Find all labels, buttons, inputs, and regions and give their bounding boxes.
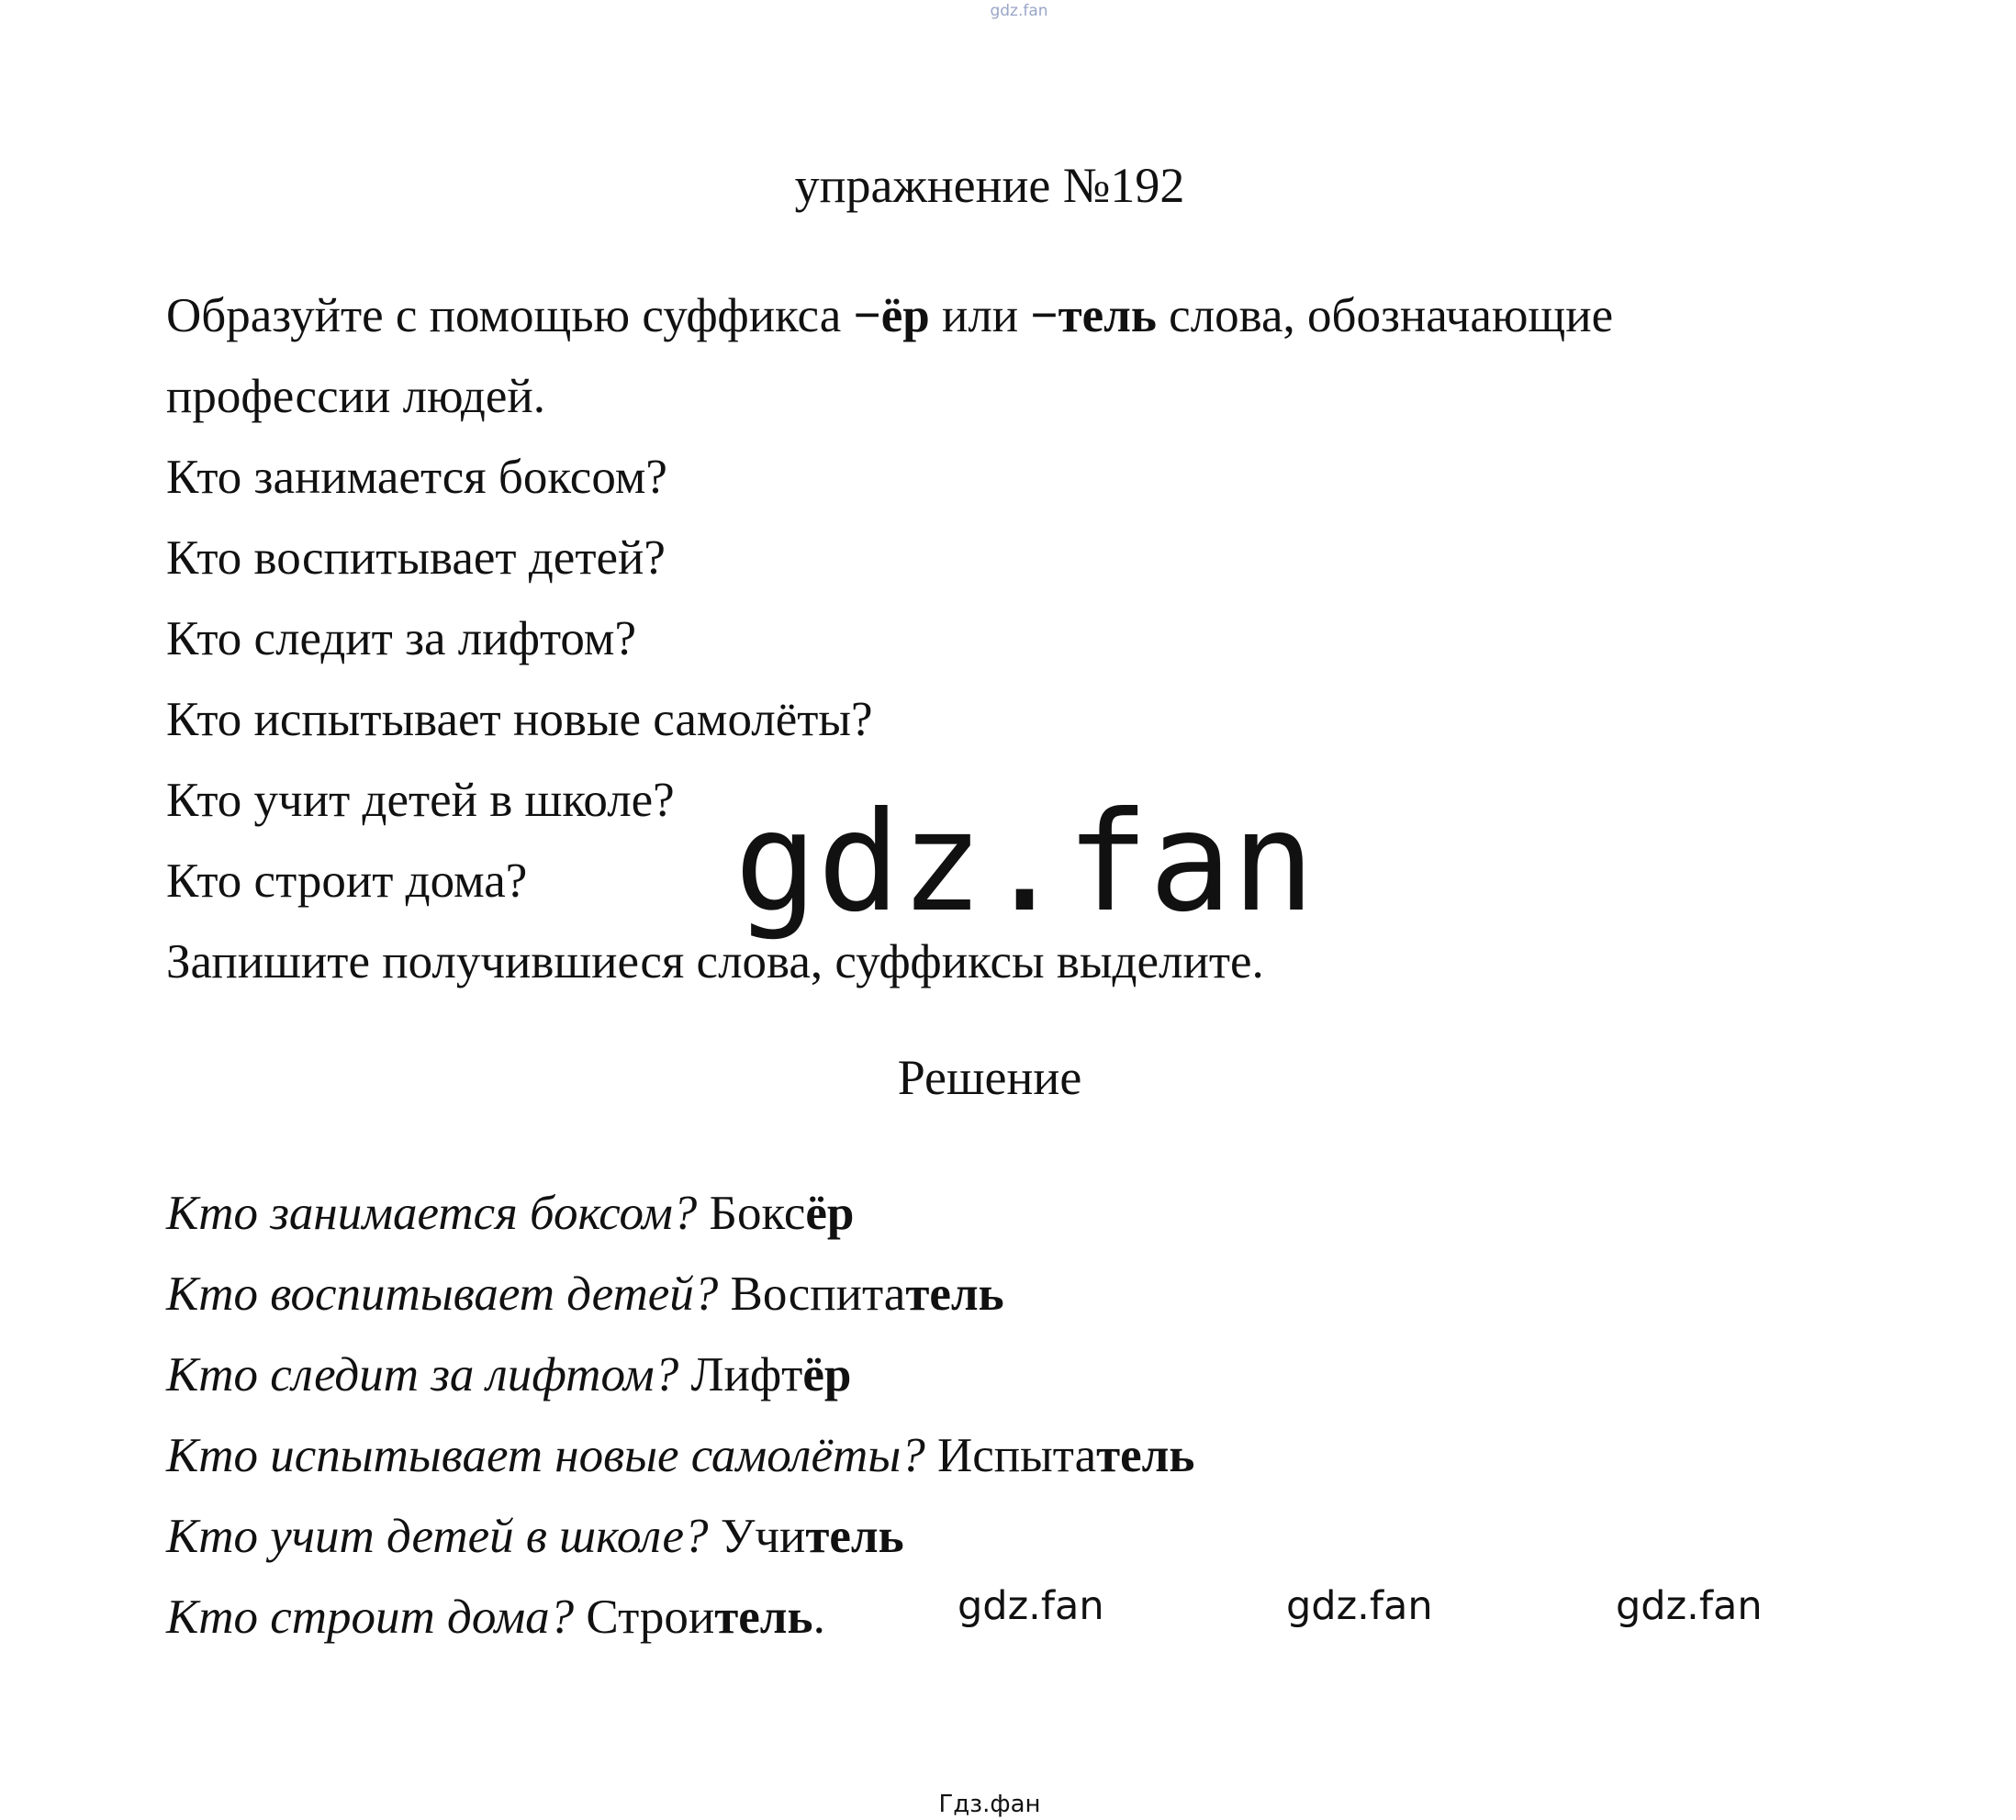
suffix-er: −ёр: [853, 289, 930, 342]
question-6: Кто строит дома?: [166, 854, 528, 908]
answer-stem: Воспита: [730, 1267, 906, 1321]
answer-suffix: ёр: [802, 1348, 852, 1401]
answer-question: Кто следит за лифтом?: [166, 1348, 679, 1401]
watermark-small-3: gdz.fan: [1616, 1583, 1763, 1629]
watermark-bottom: Гдз.фан: [938, 1791, 1041, 1818]
answer-question: Кто испытывает новые самолёты?: [166, 1429, 925, 1482]
watermark-center: gdz.fan: [734, 783, 1316, 943]
answer-stem: Бокс: [709, 1187, 806, 1240]
instruction-text-2: или: [929, 289, 1031, 342]
answer-row-5: [166, 1496, 1910, 1577]
answer-question: Кто занимается боксом?: [166, 1187, 698, 1240]
question-1: Кто занимается боксом?: [166, 451, 667, 504]
answer-question: Кто учит детей в школе?: [166, 1510, 709, 1563]
instruction-line-2: профессии людей.: [166, 370, 546, 423]
answer-stem: Лифт: [690, 1348, 803, 1401]
answer-tail: .: [812, 1591, 825, 1644]
watermark-top: gdz.fan: [990, 2, 1048, 20]
answer-question: Кто воспитывает детей?: [166, 1267, 719, 1321]
answer-suffix: тель: [1096, 1429, 1195, 1482]
answer-question: Кто строит дома?: [166, 1591, 575, 1644]
answer-stem: Учи: [720, 1510, 806, 1563]
answer-stem: Испыта: [936, 1429, 1097, 1482]
answer-row-1: [166, 1173, 1910, 1254]
question-3: Кто следит за лифтом?: [166, 612, 636, 665]
answer-row-2: [166, 1254, 1910, 1334]
watermark-small-2: gdz.fan: [1286, 1583, 1433, 1629]
question-5: Кто учит детей в школе?: [166, 774, 675, 827]
answer-suffix: тель: [805, 1510, 904, 1563]
answer-row-3: [166, 1334, 1910, 1415]
question-4: Кто испытывает новые самолёты?: [166, 693, 873, 746]
answer-suffix: тель: [905, 1267, 1004, 1321]
suffix-tel: −тель: [1030, 289, 1157, 342]
answer-suffix: тель: [714, 1591, 813, 1644]
instruction-text-1: Образуйте с помощью суффикса: [166, 289, 854, 342]
answer-stem: Строи: [586, 1591, 715, 1644]
answer-row-4: [166, 1415, 1910, 1496]
instruction-text-3: слова, обозначающие: [1156, 289, 1614, 342]
watermark-small-1: gdz.fan: [958, 1583, 1104, 1629]
solution-heading: Решение: [897, 1050, 1082, 1105]
instruction-line-1: [166, 275, 1910, 356]
exercise-title: упражнение №192: [794, 158, 1185, 213]
answer-suffix: ёр: [805, 1187, 855, 1240]
task-final-instruction: Запишите получившиеся слова, суффиксы выделите.: [166, 935, 1264, 988]
question-2: Кто воспитывает детей?: [166, 531, 666, 585]
